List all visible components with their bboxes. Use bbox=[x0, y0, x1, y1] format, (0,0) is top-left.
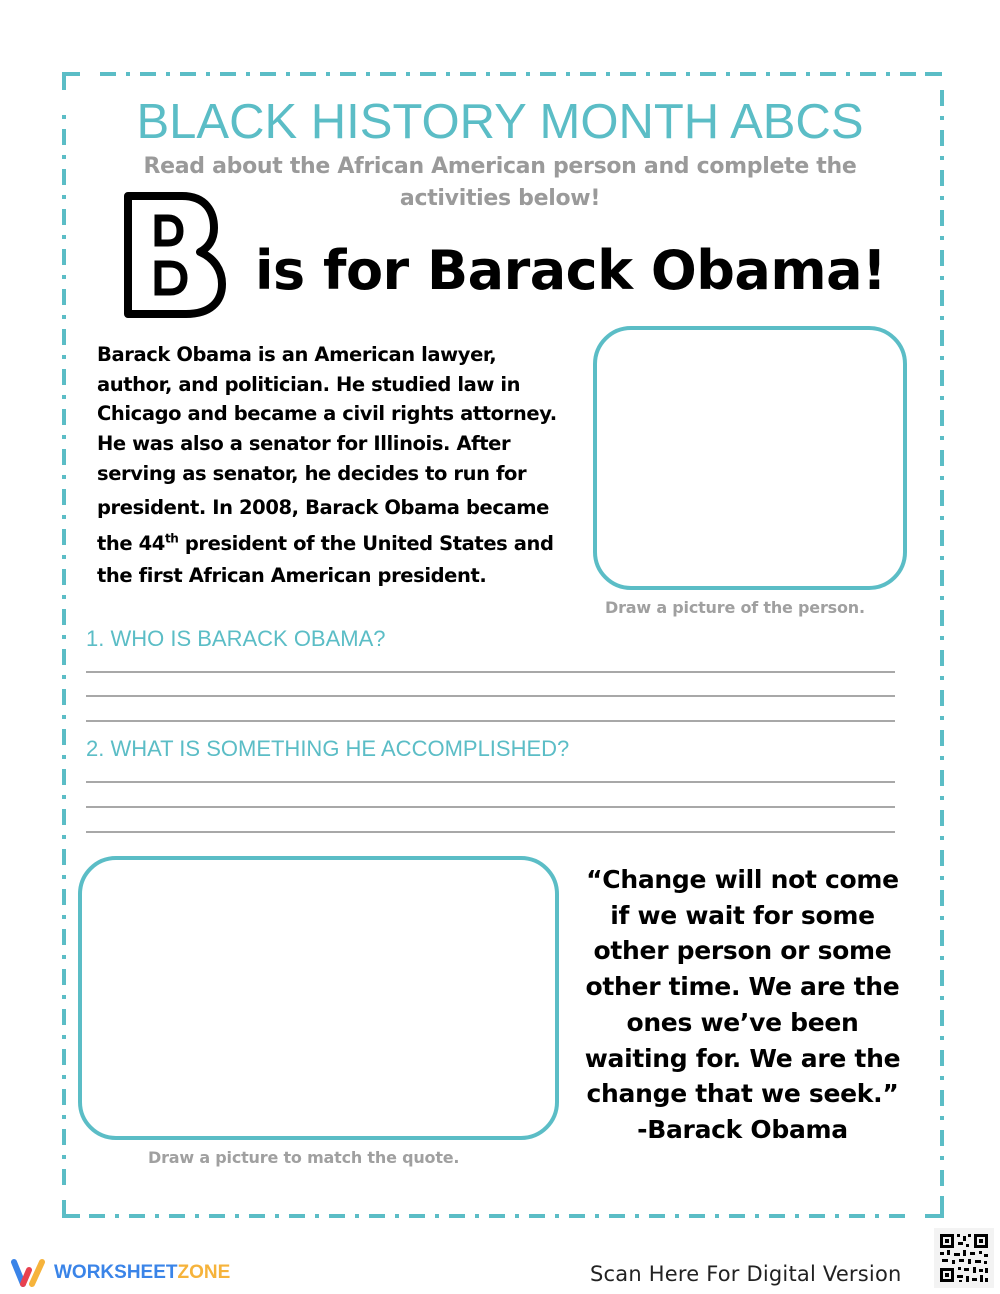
worksheetzone-w-icon bbox=[10, 1258, 46, 1288]
bio-line: serving as senator, he decides to run for bbox=[97, 462, 527, 485]
qr-code-icon[interactable] bbox=[934, 1228, 994, 1288]
draw-quote-box[interactable] bbox=[78, 856, 559, 1140]
answer-line-q2[interactable] bbox=[86, 781, 895, 783]
quote-line: “Change will not come bbox=[586, 865, 899, 894]
biography-text bbox=[97, 340, 597, 591]
quote-line: waiting for. We are the bbox=[584, 1043, 901, 1073]
headline: is for Barack Obama! bbox=[255, 239, 887, 302]
brand-part-zone: ZONE bbox=[177, 1262, 231, 1283]
worksheet-title: BLACK HISTORY MONTH ABCS bbox=[136, 95, 864, 149]
bio-line7-post: president of the United States and bbox=[178, 532, 554, 555]
question-1: 1. WHO IS BARACK OBAMA? bbox=[86, 626, 386, 651]
draw-person-box[interactable] bbox=[593, 326, 907, 590]
question-2: 2. WHAT IS SOMETHING HE ACCOMPLISHED? bbox=[86, 736, 570, 761]
worksheet-subtitle: Read about the African American person and complete the activities below! bbox=[143, 154, 857, 211]
worksheetzone-logo[interactable] bbox=[10, 1258, 230, 1288]
scan-digital-version-text: Scan Here For Digital Version bbox=[590, 1262, 902, 1286]
quote-line: other person or some bbox=[593, 936, 892, 966]
bio-line: Chicago and became a civil rights attorney. bbox=[97, 402, 557, 425]
bio-line7-pre: the 44 bbox=[97, 532, 165, 555]
answer-line-q1[interactable] bbox=[86, 671, 895, 673]
bio-line: He was also a senator for Illinois. After bbox=[97, 431, 511, 455]
quote-line: ones we’ve been bbox=[626, 1007, 859, 1037]
brand-part-worksheet: WORKSHEET bbox=[54, 1262, 178, 1283]
draw-quote-caption: Draw a picture to match the quote. bbox=[148, 1148, 460, 1167]
brand-name bbox=[54, 1262, 230, 1284]
bio-line: president. In 2008, Barack Obama became bbox=[97, 496, 549, 519]
bio-line bbox=[97, 526, 597, 561]
quote-line: if we wait for some bbox=[610, 900, 875, 930]
letter-b-outline-icon bbox=[122, 190, 226, 320]
ordinal-suffix: th bbox=[164, 531, 179, 546]
answer-line-q1[interactable] bbox=[86, 695, 895, 697]
answer-line-q2[interactable] bbox=[86, 831, 895, 833]
draw-person-caption: Draw a picture of the person. bbox=[605, 598, 865, 617]
answer-line-q2[interactable] bbox=[86, 806, 895, 808]
quote-line: other time. We are the bbox=[585, 972, 900, 1002]
quote-attribution: -Barack Obama bbox=[637, 1114, 848, 1144]
bio-line: Barack Obama is an American lawyer, bbox=[97, 343, 497, 366]
bio-line: author, and politician. He studied law in bbox=[97, 372, 521, 396]
bio-line: the first African American president. bbox=[97, 564, 487, 587]
answer-line-q1[interactable] bbox=[86, 720, 895, 722]
obama-quote bbox=[570, 862, 915, 1148]
quote-line: change that we seek.” bbox=[586, 1079, 899, 1109]
